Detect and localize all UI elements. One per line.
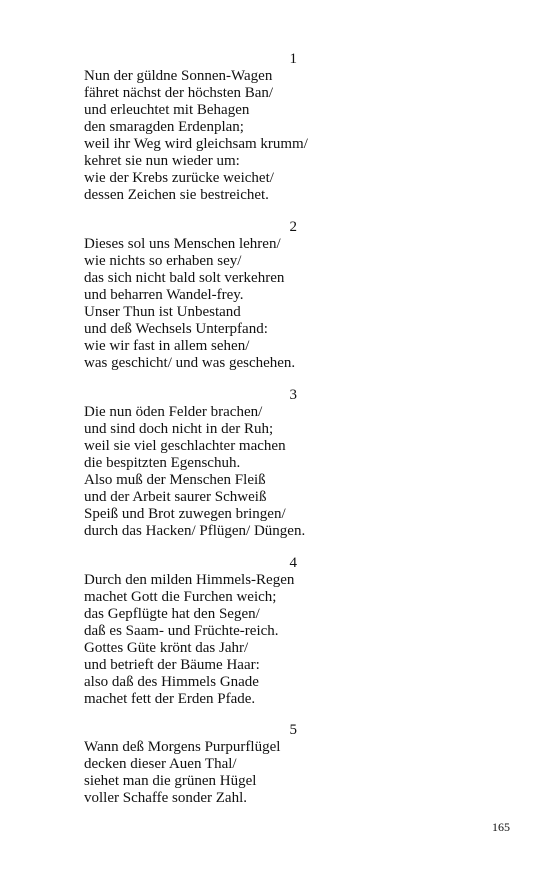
verse-line: was geschicht/ und was geschehen. [84, 355, 296, 371]
stanza-2 [84, 219, 384, 372]
verse-line: wie der Krebs zurücke weichet/ [84, 170, 274, 186]
verse-line: den smaragden Erdenplan; [84, 119, 244, 135]
verse-line: voller Schaffe sonder Zahl. [84, 790, 248, 806]
verse-line: decken dieser Auen Thal/ [84, 756, 237, 772]
stanza-3 [84, 387, 384, 540]
verse-line: wie nichts so erhaben sey/ [84, 253, 242, 269]
verse-line: weil ihr Weg wird gleichsam krumm/ [84, 136, 308, 152]
verse-line: Dieses sol uns Menschen lehren/ [84, 236, 281, 252]
verse-line: machet fett der Erden Pfade. [84, 691, 256, 707]
verse-line: weil sie viel geschlachter machen [84, 438, 286, 454]
verse-line: das Gepflügte hat den Segen/ [84, 606, 260, 622]
stanza-number: 5 [289, 722, 297, 738]
verse-line: das sich nicht bald solt verkehren [84, 270, 285, 286]
verse-line: dessen Zeichen sie bestreichet. [84, 187, 269, 203]
verse-line: und der Arbeit saurer Schweiß [84, 489, 267, 505]
verse-line: Gottes Güte krönt das Jahr/ [84, 640, 249, 656]
verse-line: Speiß und Brot zuwegen bringen/ [84, 506, 286, 522]
stanza-1 [84, 51, 384, 204]
stanza-number: 3 [289, 387, 297, 403]
verse-line: kehret sie nun wieder um: [84, 153, 240, 169]
verse-line: und betrieft der Bäume Haar: [84, 657, 260, 673]
page-number: 165 [492, 820, 510, 834]
stanza-4 [84, 555, 384, 708]
stanza-number: 4 [289, 555, 297, 571]
verse-line: und sind doch nicht in der Ruh; [84, 421, 274, 437]
verse-line: wie wir fast in allem sehen/ [84, 338, 250, 354]
verse-line: Unser Thun ist Unbestand [84, 304, 241, 320]
stanza-5 [84, 722, 384, 807]
verse-line: Nun der güldne Sonnen-Wagen [84, 68, 273, 84]
verse-line: Wann deß Morgens Purpurflügel [84, 739, 281, 755]
verse-line: also daß des Himmels Gnade [84, 674, 259, 690]
verse-line: fähret nächst der höchsten Ban/ [84, 85, 274, 101]
verse-line: Die nun öden Felder brachen/ [84, 404, 263, 420]
verse-line: und deß Wechsels Unterpfand: [84, 321, 268, 337]
verse-line: siehet man die grünen Hügel [84, 773, 257, 789]
stanza-number: 1 [289, 51, 297, 67]
verse-line: Also muß der Menschen Fleiß [84, 472, 266, 488]
stanza-number: 2 [289, 219, 297, 235]
verse-line: und erleuchtet mit Behagen [84, 102, 250, 118]
verse-line: daß es Saam- und Früchte-reich. [84, 623, 279, 639]
verse-line: Durch den milden Himmels-Regen [84, 572, 295, 588]
verse-line: durch das Hacken/ Pflügen/ Düngen. [84, 523, 306, 539]
verse-line: und beharren Wandel-frey. [84, 287, 244, 303]
verse-line: machet Gott die Furchen weich; [84, 589, 277, 605]
verse-line: die bespitzten Egenschuh. [84, 455, 241, 471]
